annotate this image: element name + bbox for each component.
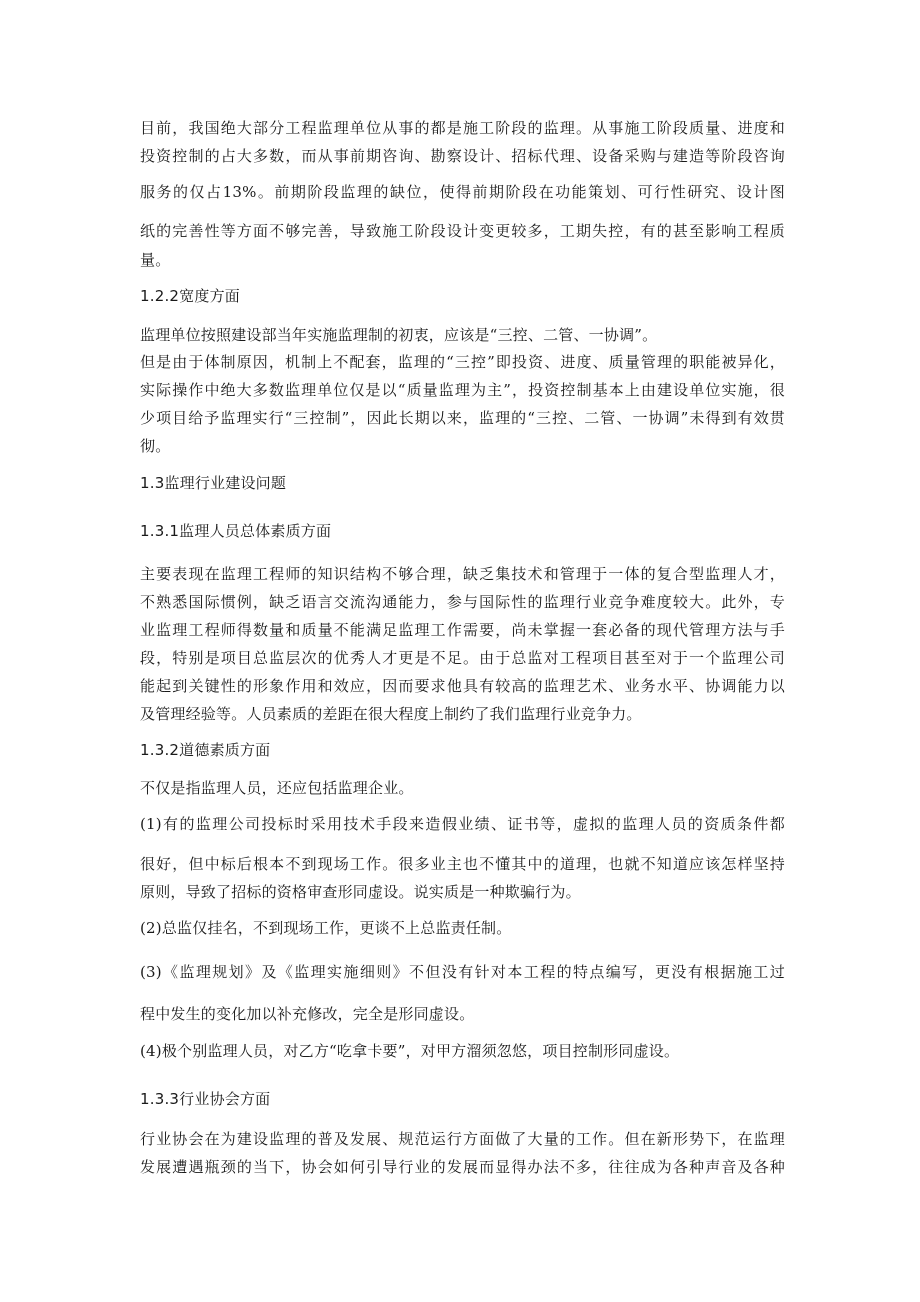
paragraph-line: 纸的完善性等方面不够完善，导致施工阶段设计变更较多，工期失控，有的甚至影响工程质 — [140, 222, 785, 240]
paragraph-line: 但是由于体制原因，机制上不配套，监理的“三控”即投资、进度、质量管理的职能被异化， — [140, 353, 785, 371]
paragraph-line: 能起到关键性的形象作用和效应，因而要求他具有较高的监理艺术、业务水平、协调能力以 — [140, 677, 785, 695]
paragraph-line: (1)有的监理公司投标时采用技术手段来造假业绩、证书等，虚拟的监理人员的资质条件都 — [140, 815, 785, 833]
paragraph-line: 服务的仅占13%。前期阶段监理的缺位，使得前期阶段在功能策划、可行性研究、设计图 — [140, 183, 785, 201]
paragraph-line: 发展遭遇瓶颈的当下，协会如何引导行业的发展而显得办法不多，往往成为各种声音及各种 — [140, 1158, 785, 1176]
paragraph-line: 主要表现在监理工程师的知识结构不够合理，缺乏集技术和管理于一体的复合型监理人才， — [140, 565, 785, 583]
paragraph-line: 及管理经验等。人员素质的差距在很大程度上制约了我们监理行业竞争力。 — [140, 705, 642, 723]
paragraph-line: 很好，但中标后根本不到现场工作。很多业主也不懂其中的道理，也就不知道应该怎样坚持 — [140, 855, 785, 873]
paragraph-line: 监理单位按照建设部当年实施监理制的初衷，应该是“三控、二管、一协调”。 — [140, 326, 658, 344]
section-heading: 1.3.2道德素质方面 — [140, 741, 271, 759]
paragraph-line: 业监理工程师得数量和质量不能满足监理工作需要，尚未掌握一套必备的现代管理方法与手 — [140, 621, 785, 639]
paragraph-line: 不熟悉国际惯例，缺乏语言交流沟通能力，参与国际性的监理行业竞争难度较大。此外，专 — [140, 593, 785, 611]
paragraph-line: 少项目给予监理实行“三控制”，因此长期以来，监理的“三控、二管、一协调”未得到有效贯 — [140, 409, 785, 427]
paragraph-line: 段，特别是项目总监层次的优秀人才更是不足。由于总监对工程项目甚至对于一个监理公司 — [140, 649, 785, 667]
paragraph-line: 程中发生的变化加以补充修改，完全是形同虚设。 — [140, 1005, 475, 1023]
paragraph-line: 实际操作中绝大多数监理单位仅是以“质量监理为主”，投资控制基本上由建设单位实施，很 — [140, 381, 785, 399]
paragraph-line: (3)《监理规划》及《监理实施细则》不但没有针对本工程的特点编写，更没有根据施工过 — [140, 963, 785, 981]
paragraph-line: 原则，导致了招标的资格审查形同虚设。说实质是一种欺骗行为。 — [140, 883, 581, 901]
paragraph-line: 投资控制的占大多数，而从事前期咨询、勘察设计、招标代理、设备采购与建造等阶段咨询 — [140, 147, 785, 165]
paragraph-line: 量。 — [140, 251, 171, 269]
paragraph-line: (4)极个别监理人员，对乙方“吃拿卡要”，对甲方溜须忽悠，项目控制形同虚设。 — [140, 1042, 680, 1060]
paragraph-line: 不仅是指监理人员，还应包括监理企业。 — [140, 779, 414, 797]
paragraph-line: (2)总监仅挂名，不到现场工作，更谈不上总监责任制。 — [140, 919, 512, 937]
section-heading: 1.2.2宽度方面 — [140, 287, 240, 305]
paragraph-line: 彻。 — [140, 437, 171, 455]
section-heading: 1.3.3行业协会方面 — [140, 1090, 271, 1108]
section-heading: 1.3监理行业建设问题 — [140, 474, 287, 492]
section-heading: 1.3.1监理人员总体素质方面 — [140, 522, 332, 540]
paragraph-line: 行业协会在为建设监理的普及发展、规范运行方面做了大量的工作。但在新形势下，在监理 — [140, 1130, 785, 1148]
paragraph-line: 目前，我国绝大部分工程监理单位从事的都是施工阶段的监理。从事施工阶段质量、进度和 — [140, 119, 785, 137]
